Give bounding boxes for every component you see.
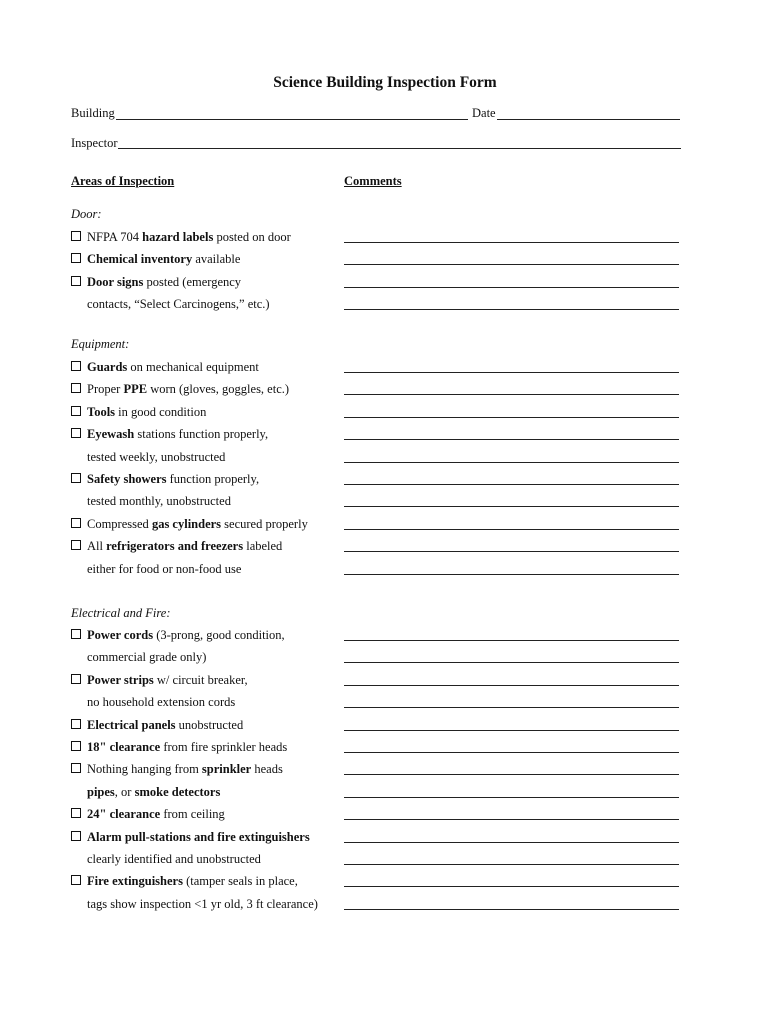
item-text: (3-prong, good condition, [153,628,285,642]
item-text: posted on door [213,230,291,244]
comment-line[interactable] [344,417,679,418]
comment-line[interactable] [344,864,679,865]
comment-line[interactable] [344,842,679,843]
comment-line[interactable] [344,909,679,910]
inspection-item [71,427,268,442]
date-field[interactable] [497,119,680,120]
item-emphasis: smoke detectors [134,784,221,799]
item-emphasis: Fire extinguishers [87,874,183,889]
item-text: secured properly [221,516,308,531]
item-text: commercial grade only) [87,650,207,665]
item-text: tested weekly, unobstructed [87,449,226,464]
item-emphasis: 18" clearance [87,740,161,754]
inspection-item [71,539,282,554]
checkbox[interactable] [71,518,81,528]
checkbox[interactable] [71,875,81,885]
checkbox[interactable] [71,473,81,483]
inspection-item [71,628,285,643]
inspection-item [71,807,225,822]
checkbox[interactable] [71,383,81,393]
building-field[interactable] [116,119,468,120]
item-text: from ceiling [160,807,225,822]
checkbox[interactable] [71,741,81,751]
section-title: Door: [71,207,102,221]
comment-line[interactable] [344,774,679,775]
comment-line[interactable] [344,264,679,265]
item-emphasis: Chemical inventory [87,252,193,267]
checkbox[interactable] [71,276,81,286]
item-emphasis: Safety showers [87,472,167,486]
inspector-field[interactable] [118,148,681,149]
inspection-item [87,297,270,312]
item-emphasis: Eyewash [87,427,135,442]
item-emphasis: sprinkler [201,762,252,777]
inspection-item [87,785,220,800]
item-text: tags show inspection <1 yr old, 3 ft clearance) [87,896,318,911]
item-text: stations function properly, [134,427,269,442]
inspection-item [71,252,240,267]
item-text: (tamper seals in place, [182,874,298,889]
checkbox[interactable] [71,428,81,438]
inspection-item [71,874,298,889]
checkbox[interactable] [71,719,81,729]
comment-line[interactable] [344,439,679,440]
item-text: contacts, “Select Carcinogens,” etc.) [87,297,270,312]
item-emphasis: Power cords [87,628,154,642]
date-label: Date [472,106,496,120]
checkbox[interactable] [71,361,81,371]
checkbox[interactable] [71,540,81,550]
inspection-item [71,740,287,755]
comment-line[interactable] [344,484,679,485]
inspection-item [71,830,310,845]
inspection-item [87,897,318,912]
comment-line[interactable] [344,372,679,373]
inspection-item [87,650,206,665]
inspection-item [71,718,243,733]
item-emphasis: Door signs [87,274,144,289]
inspection-item [71,762,283,777]
item-text: no household extension cords [87,695,236,710]
item-text: Compressed [87,516,152,531]
comment-line[interactable] [344,797,679,798]
inspection-item [87,695,235,710]
item-emphasis: 24" clearance [87,807,161,822]
inspection-item [71,360,259,375]
inspection-item [71,472,259,487]
comment-line[interactable] [344,819,679,820]
item-text: available [192,252,241,267]
checkbox[interactable] [71,406,81,416]
item-emphasis: hazard labels [142,230,214,244]
item-text: worn (gloves, goggles, etc.) [147,382,290,397]
building-label: Building [71,106,115,120]
inspection-item [71,382,289,397]
comment-line[interactable] [344,287,679,288]
checkbox[interactable] [71,629,81,639]
checkbox[interactable] [71,808,81,818]
comment-line[interactable] [344,574,679,575]
comment-line[interactable] [344,886,679,887]
comment-line[interactable] [344,551,679,552]
checkbox[interactable] [71,674,81,684]
inspection-item [71,405,206,420]
comment-line[interactable] [344,529,679,530]
inspection-item [71,230,291,245]
inspector-label: Inspector [71,136,118,150]
item-text: tested monthly, unobstructed [87,494,231,509]
item-text: NFPA 704 [87,230,143,244]
comment-line[interactable] [344,506,679,507]
checkbox[interactable] [71,231,81,241]
inspection-item [71,517,308,532]
item-text: posted (emergency [143,274,242,289]
item-text: from fire sprinkler heads [160,740,288,754]
inspection-item [71,673,248,688]
item-text: heads [251,762,283,777]
item-text: in good condition [115,404,207,419]
page-title: Science Building Inspection Form [273,74,497,91]
inspection-item [87,852,261,867]
areas-heading: Areas of Inspection [71,174,175,188]
item-emphasis: Electrical panels [87,717,176,732]
item-text: All [87,539,107,554]
item-emphasis: PPE [123,382,148,397]
checkbox[interactable] [71,253,81,263]
item-text: Proper [87,382,124,397]
comment-line[interactable] [344,462,679,463]
item-emphasis: pipes [87,784,115,799]
item-text: function properly, [166,472,260,486]
section-title: Electrical and Fire: [71,606,171,620]
inspection-item [71,275,241,290]
comment-line[interactable] [344,752,679,753]
comment-line[interactable] [344,394,679,395]
item-text: unobstructed [175,717,244,732]
comment-line[interactable] [344,640,679,641]
item-emphasis: Tools [87,404,116,419]
comment-line[interactable] [344,662,679,663]
item-emphasis: Power strips [87,672,154,687]
comment-line[interactable] [344,730,679,731]
comment-line[interactable] [344,309,679,310]
item-text: Nothing hanging from [87,762,202,777]
item-emphasis: Guards [87,360,128,374]
inspection-item [87,562,241,577]
comment-line[interactable] [344,242,679,243]
item-emphasis: Alarm pull-stations and fire extinguishers [87,829,310,844]
item-text: w/ circuit breaker, [153,672,248,687]
checkbox[interactable] [71,831,81,841]
comment-line[interactable] [344,685,679,686]
item-emphasis: refrigerators and freezers [106,539,244,554]
item-text: labeled [243,539,283,554]
comment-line[interactable] [344,707,679,708]
checkbox[interactable] [71,763,81,773]
item-text: on mechanical equipment [127,360,259,374]
comments-heading: Comments [344,174,402,188]
section-title: Equipment: [71,337,130,351]
item-text: , or [114,784,135,799]
inspection-item [87,450,225,465]
item-text: clearly identified and unobstructed [87,852,261,866]
item-text: either for food or non-food use [87,561,242,576]
inspection-item [87,494,231,509]
item-emphasis: gas cylinders [151,516,222,531]
